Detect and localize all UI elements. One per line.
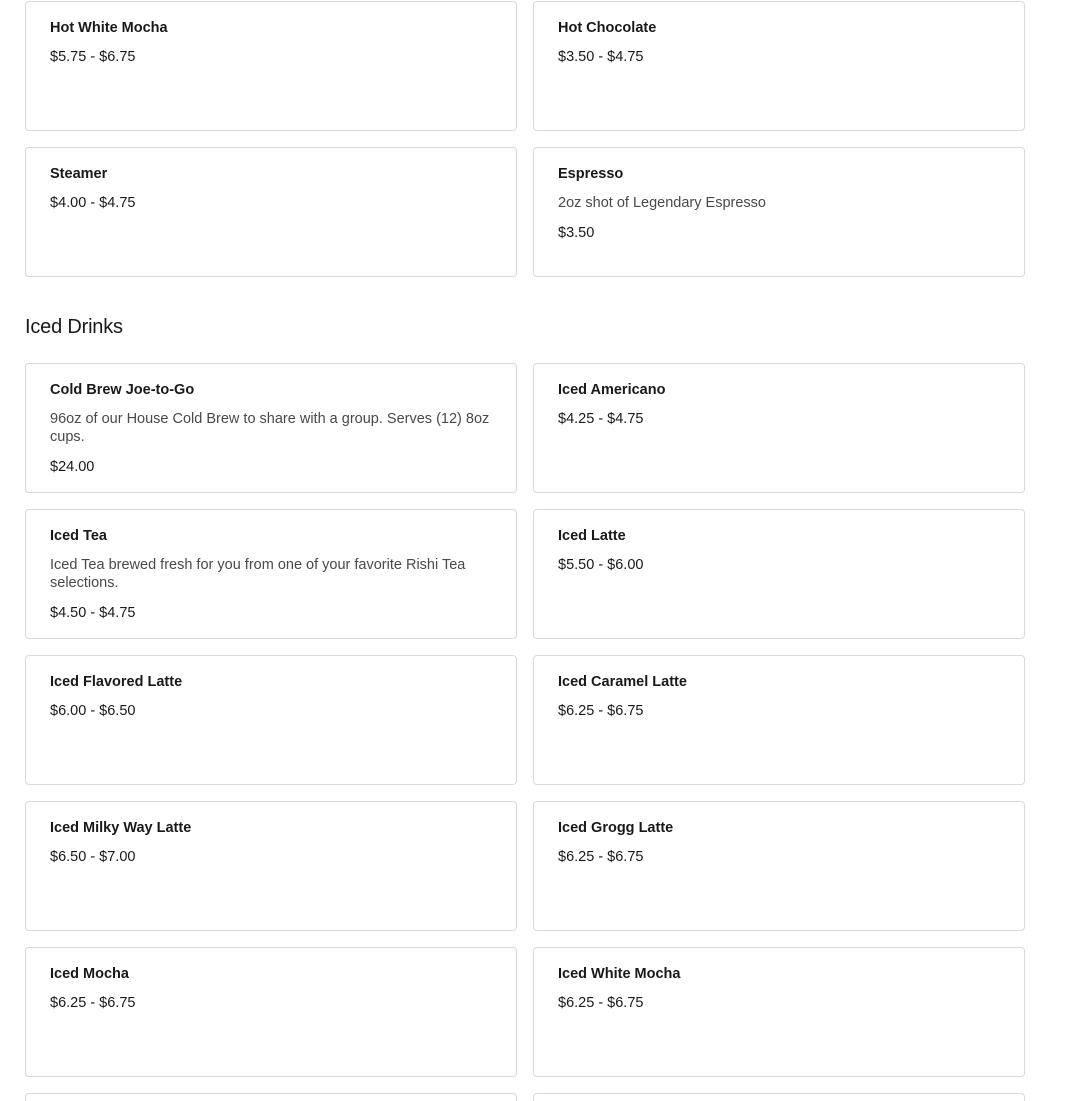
menu-item-name: Iced Latte [558, 528, 626, 544]
menu-item-name: Iced Milky Way Latte [50, 820, 192, 836]
menu-item-price: $4.50 - $4.75 [50, 605, 136, 621]
menu-item-price: $6.25 - $6.75 [558, 703, 644, 719]
iced-drinks-grid [25, 363, 1025, 1101]
menu-item-description: 96oz of our House Cold Brew to share with a group. Serves (12) 8oz cups. [50, 411, 490, 445]
menu-item-card[interactable] [25, 363, 517, 493]
menu-item-name: Cold Brew Joe-to-Go [50, 382, 195, 398]
menu-item-name: Hot Chocolate [558, 20, 657, 36]
menu-item-card[interactable] [25, 1, 517, 131]
menu-item-name: Iced Tea [50, 528, 107, 544]
menu-item-price: $6.00 - $6.50 [50, 703, 136, 719]
menu-item-card[interactable] [533, 801, 1025, 931]
menu-item-card[interactable] [533, 947, 1025, 1077]
menu-item-name: Steamer [50, 166, 108, 182]
menu-item-name: Hot White Mocha [50, 20, 168, 36]
section-title-iced-drinks: Iced Drinks [25, 316, 123, 338]
menu-item-price: $3.50 [558, 225, 595, 241]
menu-item-card-cut-off[interactable] [533, 1093, 1025, 1101]
menu-item-price: $6.25 - $6.75 [558, 849, 644, 865]
menu-item-description: 2oz shot of Legendary Espresso [558, 195, 766, 211]
menu-item-price: $24.00 [50, 459, 95, 475]
menu-item-price: $4.00 - $4.75 [50, 195, 136, 211]
menu-item-card[interactable] [533, 363, 1025, 493]
menu-item-name: Iced White Mocha [558, 966, 681, 982]
menu-item-card[interactable] [533, 509, 1025, 639]
menu-item-card[interactable] [25, 655, 517, 785]
menu-item-card[interactable] [533, 1, 1025, 131]
menu-item-price: $6.25 - $6.75 [558, 995, 644, 1011]
menu-item-name: Iced Caramel Latte [558, 674, 687, 690]
menu-item-card[interactable] [25, 147, 517, 277]
menu-item-price: $5.50 - $6.00 [558, 557, 644, 573]
menu-item-price: $5.75 - $6.75 [50, 49, 136, 65]
menu-item-card[interactable] [533, 655, 1025, 785]
menu-item-name: Espresso [558, 166, 624, 182]
menu-item-name: Iced Flavored Latte [50, 674, 183, 690]
menu-item-card[interactable] [25, 509, 517, 639]
menu-item-description: Iced Tea brewed fresh for you from one of your favorite Rishi Tea selections. [50, 557, 466, 591]
menu-item-name: Iced Grogg Latte [558, 820, 674, 836]
menu-item-price: $4.25 - $4.75 [558, 411, 644, 427]
menu-item-card[interactable] [25, 947, 517, 1077]
menu-item-price: $6.25 - $6.75 [50, 995, 136, 1011]
menu-item-price: $3.50 - $4.75 [558, 49, 644, 65]
menu-item-card-cut-off[interactable] [25, 1093, 517, 1101]
hot-drinks-grid [25, 1, 1025, 277]
menu-item-card[interactable] [25, 801, 517, 931]
menu-item-card[interactable] [533, 147, 1025, 277]
menu-item-name: Iced Americano [558, 382, 666, 398]
menu-item-price: $6.50 - $7.00 [50, 849, 136, 865]
menu-item-name: Iced Mocha [50, 966, 129, 982]
